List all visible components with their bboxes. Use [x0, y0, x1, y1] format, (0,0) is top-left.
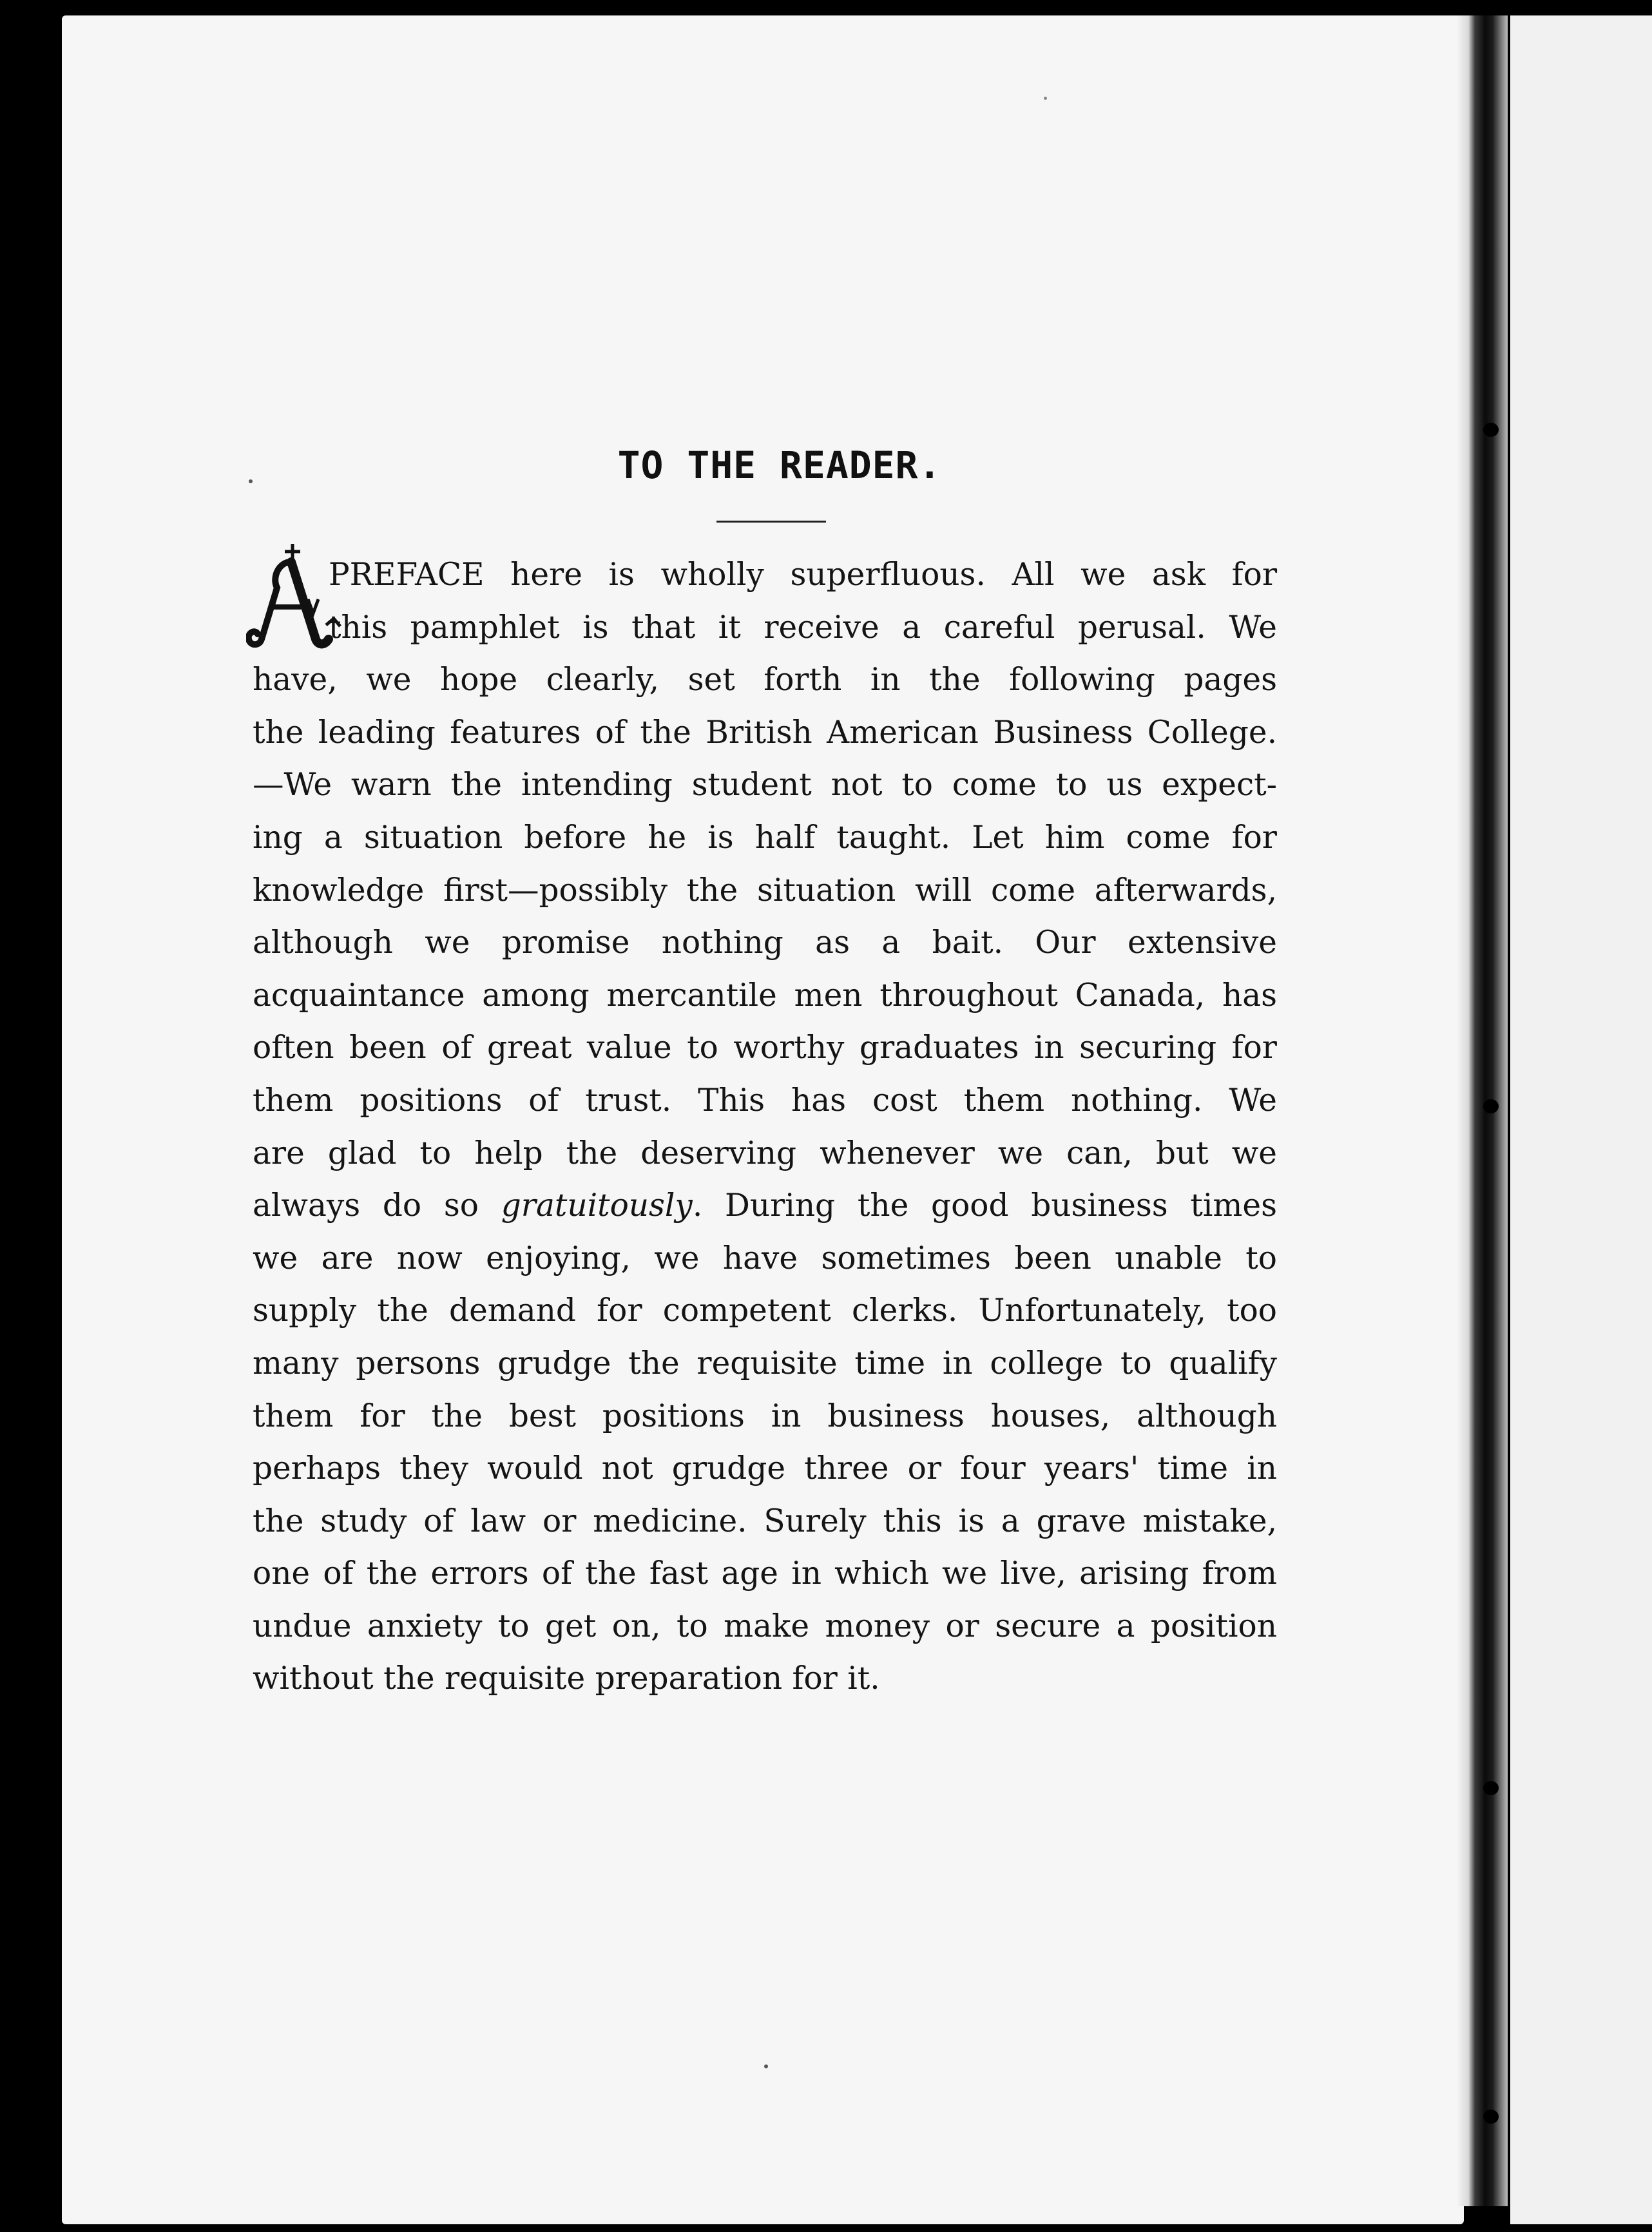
paragraph-line: the study of law or medicine. Surely this is a grave mistake, [253, 1503, 1277, 1539]
paragraph-line: knowledge first—possibly the situation will come afterwards, [253, 872, 1277, 909]
paper-speck [764, 2064, 768, 2068]
dropcap-letter: A [285, 599, 290, 606]
binding-mark [1483, 423, 1499, 437]
paragraph-line: ing a situation before he is half taught. Let him come for [253, 819, 1277, 856]
binding-mark [1483, 1781, 1499, 1795]
paper-speck [249, 479, 253, 483]
paragraph-line: acquaintance among mercantile men throughout Canada, has [253, 977, 1277, 1014]
paragraph-line: perhaps they would not grudge three or four years' time in [253, 1450, 1277, 1487]
paragraph-line: one of the errors of the fast age in which we live, arising from [253, 1555, 1277, 1592]
binding-mark [1483, 1099, 1499, 1113]
title-divider [716, 521, 826, 523]
paragraph-line: many persons grudge the requisite time in college to qualify [253, 1345, 1277, 1381]
paragraph-line: this pamphlet is that it receive a careful perusal. We [329, 609, 1277, 646]
paragraph-line: them positions of trust. This has cost them nothing. We [253, 1082, 1277, 1119]
paragraph-line: often been of great value to worthy graduates in securing for [253, 1030, 1277, 1066]
paragraph-line: have, we hope clearly, set forth in the following pages [253, 662, 1277, 698]
paragraph-line: —We warn the intending student not to come to us expect- [253, 767, 1277, 803]
paragraph-line: although we promise nothing as a bait. Our extensive [253, 925, 1277, 961]
paragraph-line: we are now enjoying, we have sometimes been unable to [253, 1240, 1277, 1276]
book-gutter [1457, 15, 1508, 2206]
paragraph-line: them for the best positions in business houses, although [253, 1398, 1277, 1434]
paragraph-line: the leading features of the British American Business College. [253, 714, 1277, 751]
paragraph-line: always do so gratuitously. During the good business times [253, 1188, 1277, 1224]
paper-speck [1044, 97, 1047, 100]
paragraph-line: undue anxiety to get on, to make money or secure a position [253, 1608, 1277, 1644]
binding-mark [1483, 2110, 1499, 2124]
paragraph-line: supply the demand for competent clerks. Unfortunately, too [253, 1293, 1277, 1329]
preface-paragraph [253, 549, 1277, 1706]
emphasized-word: gratuitously [501, 1188, 693, 1224]
paragraph-line: without the requisite preparation for it. [253, 1660, 880, 1697]
paragraph-line: PREFACE here is wholly superfluous. All we ask for [329, 557, 1277, 593]
page-title: TO THE READER. [617, 443, 942, 487]
paragraph-line: are glad to help the deserving whenever we can, but we [253, 1135, 1277, 1171]
facing-page-edge [1510, 15, 1652, 2224]
